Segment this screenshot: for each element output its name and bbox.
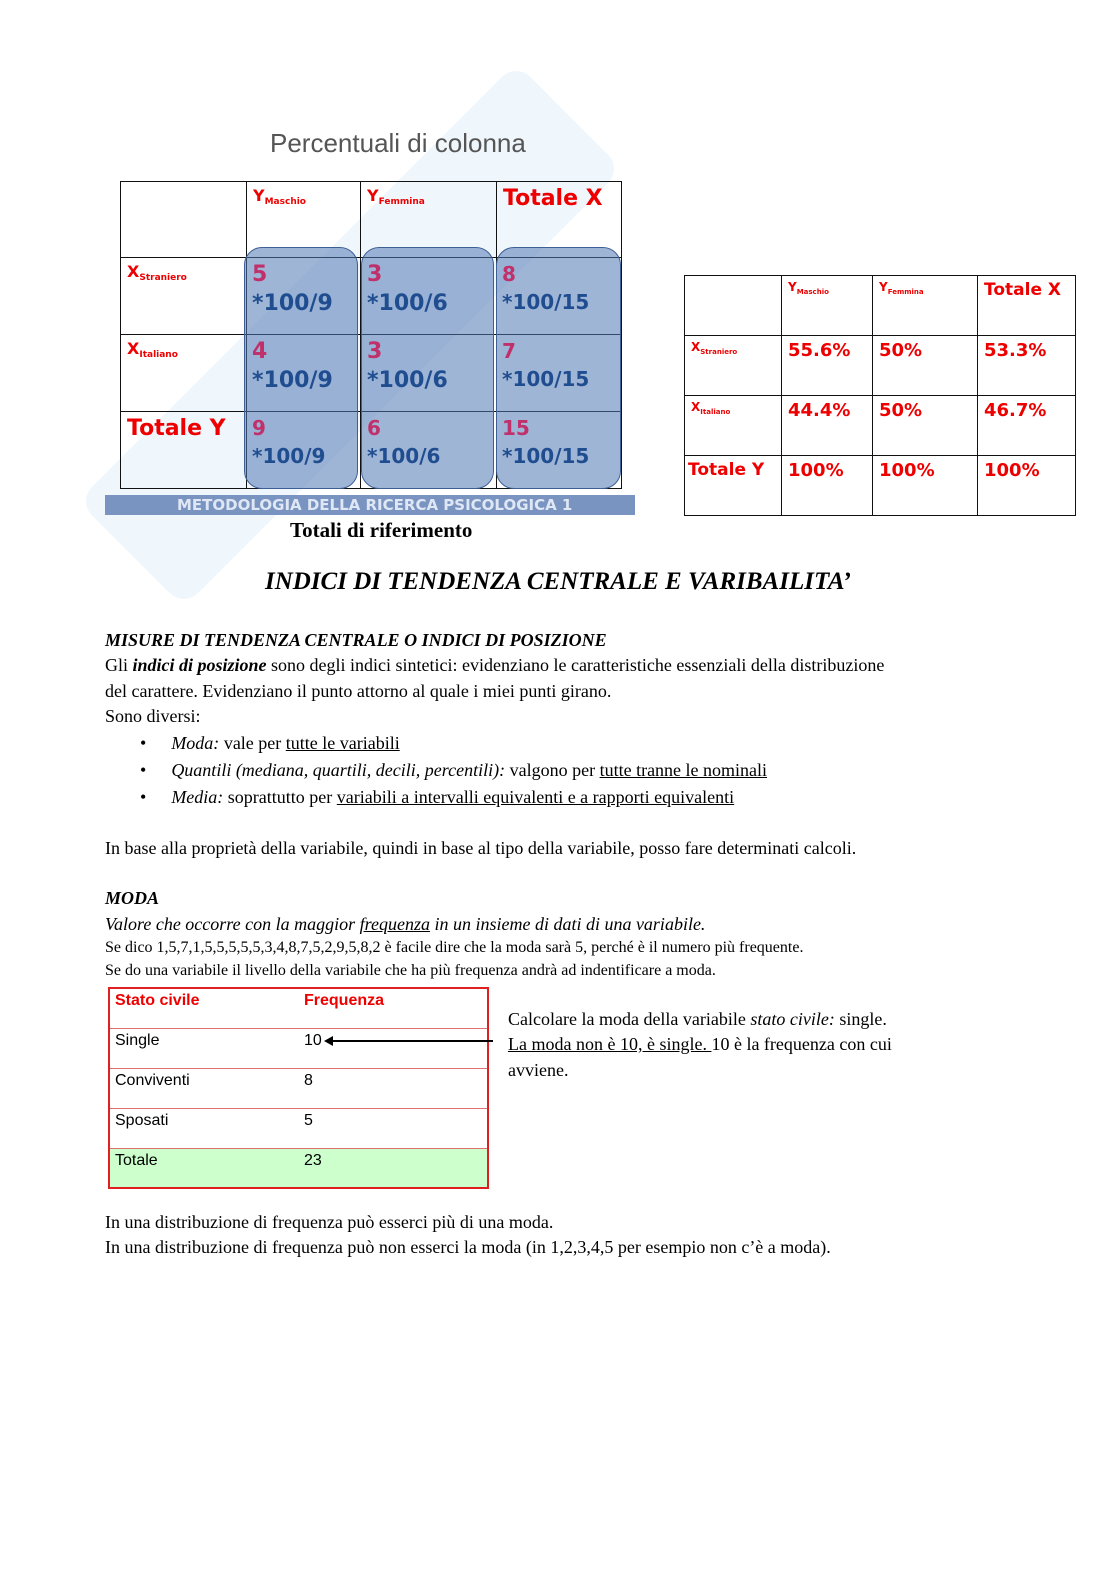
cell: 6 *100/6 (367, 416, 441, 468)
header-maschio: $Y_{Maschio}$ (782, 276, 873, 336)
cell: 44.4% (782, 396, 873, 456)
paragraph: Sono diversi: (105, 706, 201, 726)
slide-banner: METODOLOGIA DELLA RICERCA PSICOLOGICA 1 (105, 495, 635, 515)
header-femmina: $Y_{Femmina}$ (873, 276, 978, 336)
section-heading: MODA (105, 888, 160, 908)
side-note: Calcolare la moda della variabile stato civile: single. (508, 1009, 887, 1029)
document-title: INDICI DI TENDENZA CENTRALE E VARIBAILITA’ (264, 568, 851, 595)
list-item: • Media: soprattutto per variabili a intervalli equivalenti e a rapporti equivalenti (140, 787, 735, 807)
table-row: Single 10 (109, 1028, 488, 1068)
row-straniero: $X_{Straniero}$ (685, 336, 782, 396)
section-heading: MISURE DI TENDENZA CENTRALE O INDICI DI POSIZIONE (105, 630, 607, 650)
paragraph: Se dico 1,5,7,1,5,5,5,5,5,3,4,8,7,5,2,9,5,8,2 è facile dire che la moda sarà 5, perché è il numero più frequente. (105, 939, 804, 956)
cell: 3 *100/6 (367, 262, 448, 316)
side-note: avviene. (508, 1060, 569, 1080)
arrow-line (328, 1040, 493, 1042)
table-row: Conviventi 8 (109, 1068, 488, 1108)
arrow-head-icon (324, 1036, 333, 1046)
slide-title: Percentuali di colonna (270, 128, 526, 158)
cell: 15 *100/15 (502, 416, 590, 468)
cell: 5 *100/9 (252, 262, 333, 316)
paragraph: Se do una variabile il livello della variabile che ha più frequenza andrà ad indentificare a moda. (105, 962, 716, 979)
list-item: • Quantili (mediana, quartili, decili, percentili): valgono per tutte tranne le nominali (140, 760, 768, 780)
percent-table (684, 275, 1076, 516)
row-italiano: $X_{Italiano}$ (685, 396, 782, 456)
header-totale-x: Totale X (978, 276, 1076, 336)
cell: 53.3% (978, 336, 1076, 396)
paragraph: del carattere. Evidenziano il punto attorno al quale i miei punti girano. (105, 681, 612, 701)
cell: 100% (782, 456, 873, 516)
table-row: Sposati 5 (109, 1108, 488, 1148)
paragraph: In base alla proprietà della variabile, quindi in base al tipo della variabile, posso fare determinati calcoli. (105, 838, 857, 858)
mode-table: Stato civile Frequenza Single 10 Conviventi 8 Sposati 5 Totale 23 (108, 987, 489, 1189)
row-totale-y: Totale Y (121, 412, 247, 489)
header-maschio: $Y_{Maschio}$ (247, 182, 361, 258)
cell: 100% (978, 456, 1076, 516)
cell: 4 *100/9 (252, 339, 333, 393)
list-item: • Moda: vale per tutte le variabili (140, 733, 400, 753)
cell: 46.7% (978, 396, 1076, 456)
total-row: Totale 23 (109, 1148, 488, 1188)
paragraph: In una distribuzione di frequenza può non esserci la moda (in 1,2,3,4,5 per esempio non c’è a moda). (105, 1237, 831, 1257)
cell: 100% (873, 456, 978, 516)
slide-caption: Totali di riferimento (290, 518, 473, 542)
definition: Valore che occorre con la maggior frequenza in un insieme di dati di una variabile. (105, 914, 706, 934)
paragraph: In una distribuzione di frequenza può esserci più di una moda. (105, 1212, 554, 1232)
paragraph: Gli indici di posizione sono degli indici sintetici: evidenziano le caratteristiche essenziali della distribuzione (105, 655, 885, 675)
cell: 8 *100/15 (502, 262, 590, 314)
header-femmina: $Y_{Femmina}$ (361, 182, 497, 258)
row-italiano: $X_{Italiano}$ (121, 335, 247, 412)
cell: 55.6% (782, 336, 873, 396)
row-totale-y: Totale Y (685, 456, 782, 516)
cell: 9 *100/9 (252, 416, 326, 468)
cell: 3 *100/6 (367, 339, 448, 393)
side-note: La moda non è 10, è single. 10 è la frequenza con cui (508, 1034, 892, 1054)
cell: 50% (873, 396, 978, 456)
cell: 7 *100/15 (502, 339, 590, 391)
row-straniero: $X_{Straniero}$ (121, 258, 247, 335)
cell: 50% (873, 336, 978, 396)
header-totale-x: Totale X (497, 182, 622, 258)
